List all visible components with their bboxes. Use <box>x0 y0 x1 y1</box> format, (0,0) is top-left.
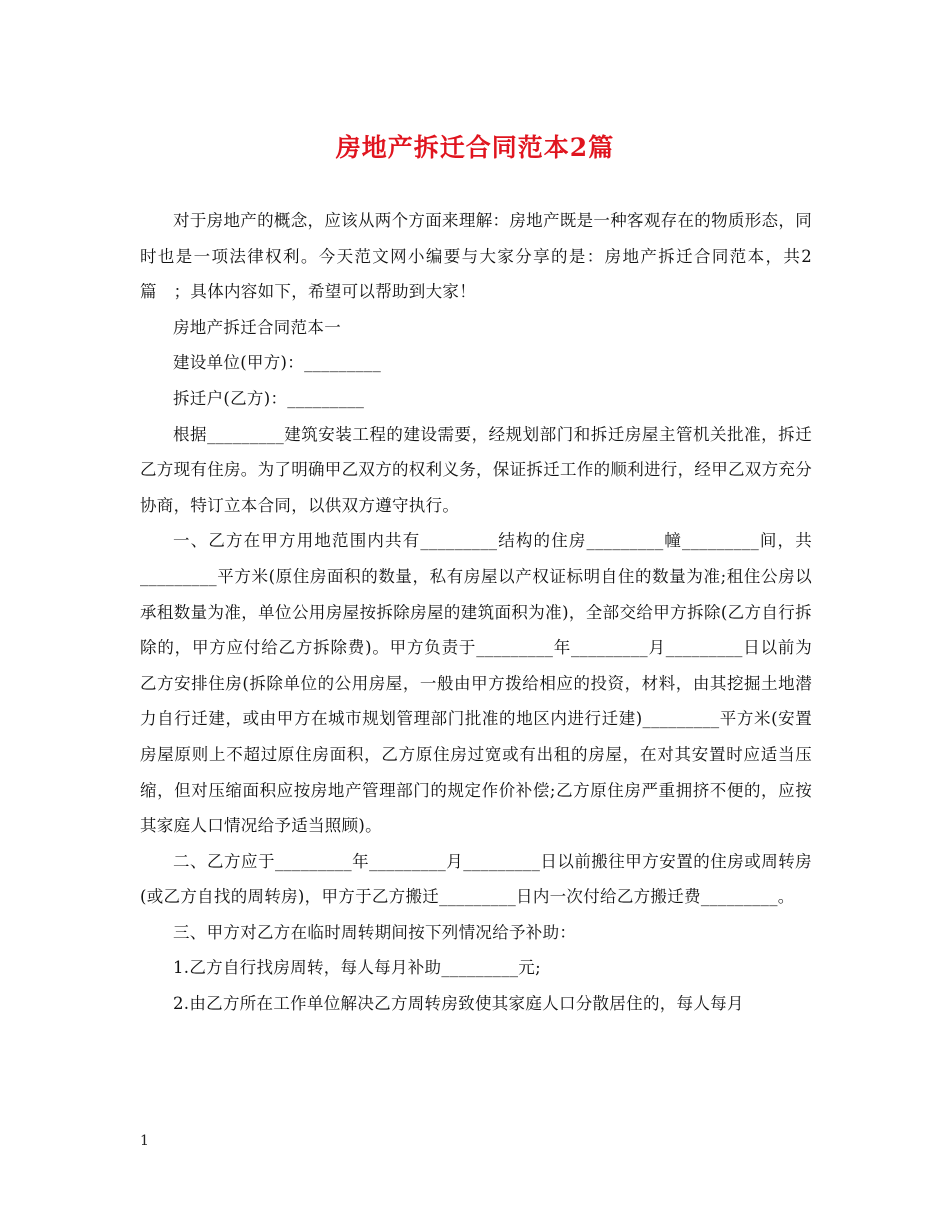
section-heading: 房地产拆迁合同范本一 <box>173 317 341 337</box>
preamble-paragraph: 根据_________建筑安装工程的建设需要，经规划部门和拆迁房屋主管机关批准，拆迁乙方现有住房。为了明确甲乙双方的权利义务，保证拆迁工作的顺利进行，经甲乙双方充分协商，特订立本合同，以供双方遵守执行。 <box>140 424 812 515</box>
party-a-line: 建设单位(甲方)：_________ <box>173 353 382 373</box>
party-b-line: 拆迁户(乙方)：_________ <box>173 388 365 408</box>
clause-3-item-1: 1.乙方自行找房周转，每人每月补助_________元; <box>173 958 541 978</box>
document-title: 房地产拆迁合同范本2篇 <box>335 133 615 162</box>
clause-3-item-2: 2.由乙方所在工作单位解决乙方周转房致使其家庭人口分散居住的，每人每月 <box>173 994 744 1014</box>
clause-2-paragraph: 二、乙方应于_________年_________月_________日以前搬往甲方安置的住房或周转房(或乙方自找的周转房)，甲方于乙方搬迁_________日内一次付给乙方搬迁费_________。 <box>140 851 812 907</box>
document-body <box>140 203 812 1022</box>
intro-paragraph: 对于房地产的概念，应该从两个方面来理解：房地产既是一种客观存在的物质形态，同时也是一项法律权利。今天范文网小编要与大家分享的是：房地产拆迁合同范本，共2篇 ；具体内容如下，希望可以帮助到大家！ <box>140 211 812 302</box>
page-number: 1 <box>140 1133 149 1149</box>
clause-1-paragraph: 一、乙方在甲方用地范围内共有_________结构的住房_________幢_________间，共_________平方米(原住房面积的数量，私有房屋以产权证标明自住的数量为准;租住公房以承租数量为准，单位公用房屋按拆除房屋的建筑面积为准)，全部交给甲方拆除(乙方自行拆除的，甲方应付给乙方拆除费)。甲方负责于_________年_________月_________日以前为乙方安排住房(拆除单位的公用房屋，一般由甲方拨给相应的投资，材料，由其挖掘土地潜力自行迁建，或由甲方在城市规划管理部门批准的地区内进行迁建)_________平方米(安置房屋原则上不超过原住房面积，乙方原住房过宽或有出租的房屋，在对其安置时应适当压缩，但对压缩面积应按房地产管理部门的规定作价补偿;乙方原住房严重拥挤不便的，应按其家庭人口情况给予适当照顾)。 <box>140 531 812 836</box>
clause-3-paragraph: 三、甲方对乙方在临时周转期间按下列情况给予补助： <box>173 922 577 942</box>
